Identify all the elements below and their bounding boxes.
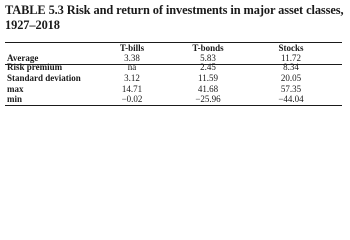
table-cell: −44.04 [278, 94, 304, 104]
row-label: Standard deviation [7, 73, 81, 83]
table-cell: 5.83 [200, 53, 216, 63]
row-label: min [7, 94, 23, 104]
table-title [5, 3, 347, 33]
table-row-min [5, 94, 342, 105]
table-cell: 20.05 [280, 73, 302, 83]
table-cell: 3.12 [124, 73, 140, 83]
column-header-stocks: Stocks [278, 43, 304, 53]
row-label: Risk premium [7, 62, 63, 72]
table-cell: 14.71 [121, 84, 143, 94]
column-header-tbonds: T-bonds [192, 43, 224, 53]
row-label: Average [7, 53, 39, 63]
table-cell: 3.38 [124, 53, 140, 63]
table-cell: −25.96 [195, 94, 221, 104]
table-cell: 41.68 [197, 84, 219, 94]
table-cell: 57.35 [280, 84, 302, 94]
table-title-line-1: TABLE 5.3 Risk and return of investments in major asset classes, [5, 3, 344, 17]
column-header-tbills: T-bills [119, 43, 145, 53]
table-cell: 11.59 [198, 73, 218, 83]
table-cell: na [127, 62, 137, 72]
table-row-standard-deviation [5, 73, 342, 84]
table-cell: 8.34 [283, 62, 299, 72]
table-cell: 11.72 [281, 53, 301, 63]
table-title-line-2: 1927–2018 [5, 18, 60, 32]
table-bottom-rule [5, 105, 342, 106]
table-row-risk-premium [5, 62, 342, 73]
table-cell: −0.02 [121, 94, 143, 104]
row-label: max [7, 84, 24, 94]
table-cell: 2.45 [200, 62, 216, 72]
